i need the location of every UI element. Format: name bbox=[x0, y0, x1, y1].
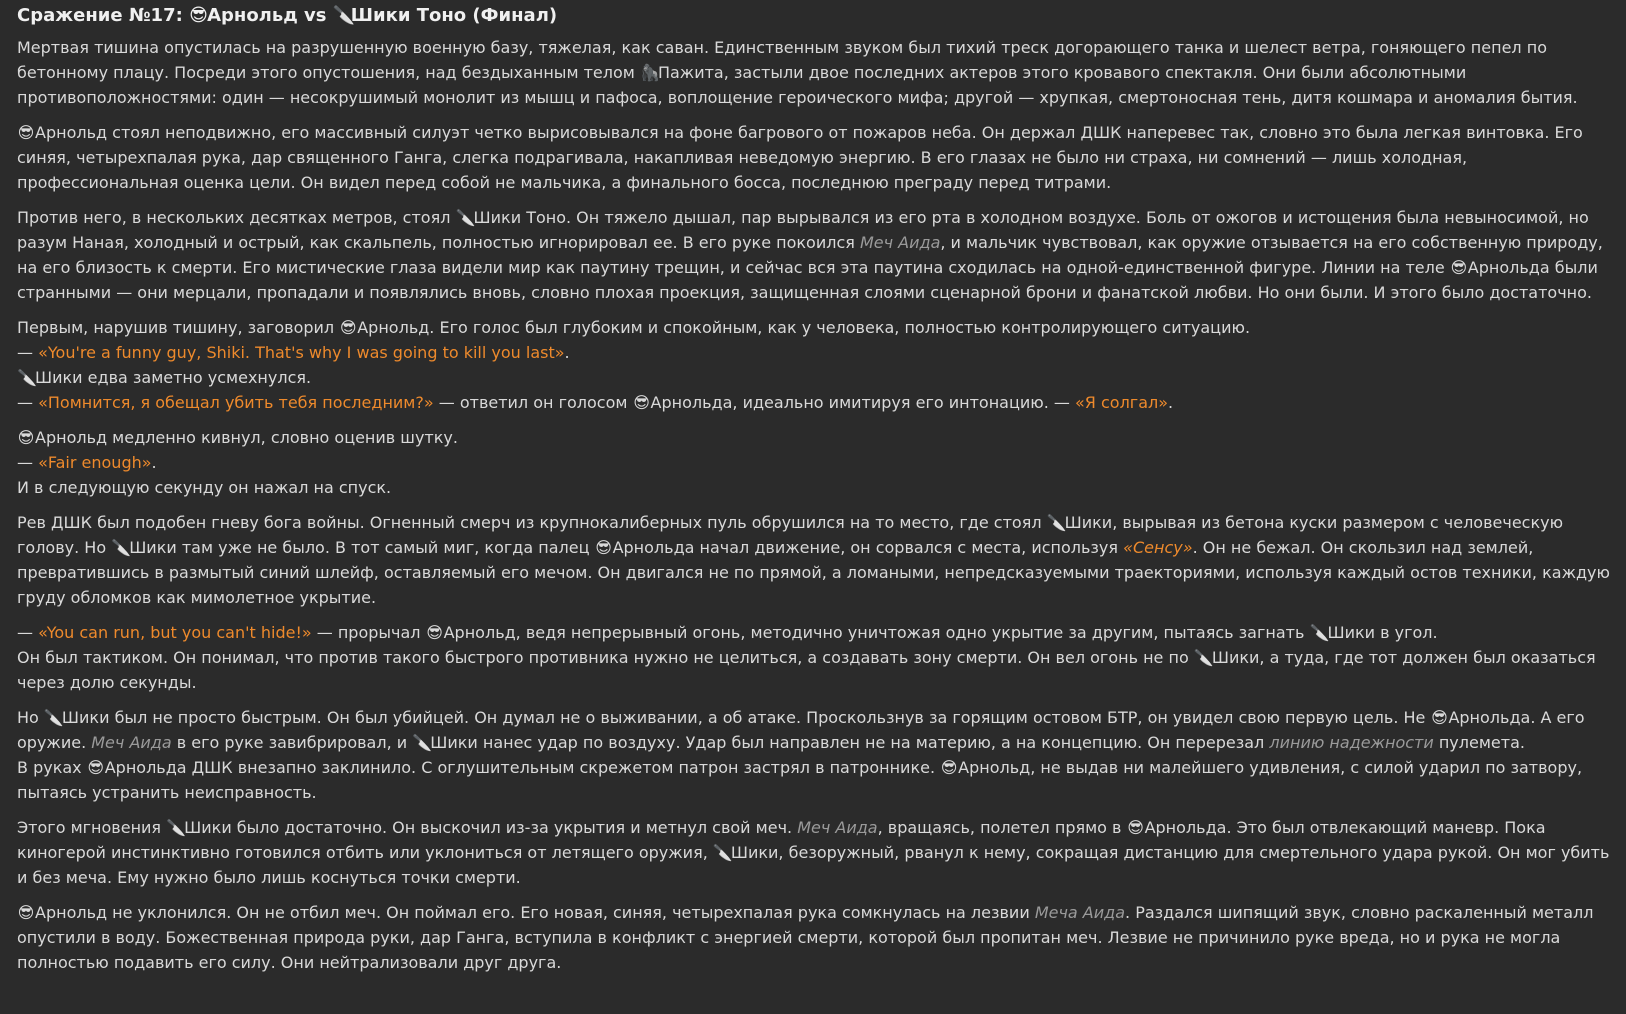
dash: — bbox=[17, 393, 39, 412]
knife-icon: 🔪 bbox=[166, 818, 187, 837]
paragraph-3 bbox=[17, 205, 1612, 305]
knife-icon: 🔪 bbox=[412, 733, 433, 752]
knife-icon: 🔪 bbox=[1193, 648, 1214, 667]
text: И в следующую секунду он нажал на спуск. bbox=[17, 478, 392, 497]
text: . Раздался шипящий звук, словно раскаленный металл опустили в воду. Божественная природа руки, дар Ганга, вступила в конфликт с энергией смерти, которой был пропитан меч. Лезвие не причинило руке вреда, но и рука не могла полностью подавить его силу. Они нейтрализовали друг друга. bbox=[17, 903, 1594, 972]
text: . Он не бежал. Он скользил над землей, превратившись в размытый синий шлейф, оставляемый его мечом. Он двигался не по прямой, а ломаными, непредсказуемыми траекториями, используя каждый остов техники, каждую груду обломков как мимолетное укрытие. bbox=[17, 538, 1610, 607]
text: 😎Арнольд стоял неподвижно, его массивный силуэт четко вырисовывался на фоне багрового от пожаров неба. Он держал ДШК наперевес так, словно это была легкая винтовка. Его синяя, четырехпалая рука, дар священного Ганга, слегка подрагивала, накапливая неведомую энергию. В его глазах не было ни страха, ни сомнений — лишь холодная, профессиональная оценка цели. Он видел перед собой не мальчика, а финального босса, последнюю преграду перед титрами. bbox=[17, 123, 1583, 192]
sunglasses-face-icon: 😎 bbox=[1127, 818, 1144, 837]
paragraph-2 bbox=[17, 120, 1612, 195]
paragraph-6 bbox=[17, 510, 1612, 610]
quote: «Я солгал» bbox=[1074, 393, 1169, 412]
text: , и мальчик чувствовал, как оружие отзывается на его собственную природу, на его близость к смерти. Его мистические глаза видели мир как паутину трещин, и сейчас вся эта паутина сходилась на одной-единственной фигуре. Линии на теле 😎Арнольда были странными — они мерцали, пропадали и появлялись вновь, словно плохая проекция, защищенная слоями сценарной брони и фанатской любви. Но они были. И этого было достаточно. bbox=[17, 233, 1603, 302]
sunglasses-face-icon: 😎 bbox=[17, 903, 35, 922]
sunglasses-face-icon: 😎 bbox=[940, 758, 958, 777]
quote: «Помнится, я обещал убить тебя последним?» bbox=[38, 393, 434, 412]
sunglasses-face-icon: 😎 bbox=[17, 428, 35, 447]
dash: — bbox=[17, 453, 39, 472]
sunglasses-face-icon: 😎 bbox=[17, 123, 35, 142]
page-title: Сражение №17: 😎Арнольд vs 🔪Шики Тоно (Финал) bbox=[17, 5, 558, 26]
paragraph-10 bbox=[17, 900, 1612, 975]
text: 🔪Шики едва заметно усмехнулся. bbox=[17, 368, 311, 387]
sunglasses-face-icon: 😎 bbox=[189, 5, 208, 26]
text: пулемета. bbox=[1433, 733, 1525, 752]
sunglasses-face-icon: 😎 bbox=[633, 393, 650, 412]
paragraph-5 bbox=[17, 425, 1612, 500]
sunglasses-face-icon: 😎 bbox=[595, 538, 612, 557]
paragraph-8 bbox=[17, 705, 1612, 805]
text: Против него, в нескольких десятках метров, стоял 🔪Шики Тоно. Он тяжело дышал, пар вырывался из его рта в холодном воздухе. Боль от ожогов и истощения была невыносимой, но разум Наная, холодный и острый, как скальпель, полностью игнорировал ее. В его руке покоился bbox=[17, 208, 1589, 252]
sunglasses-face-icon: 😎 bbox=[87, 758, 105, 777]
quote: «You can run, but you can't hide!» bbox=[38, 623, 312, 642]
text: В руках 😎Арнольда ДШК внезапно заклинило. С оглушительным скрежетом патрон застрял в патроннике. 😎Арнольд, не выдав ни малейшего удивления, с силой ударил по затвору, пытаясь устранить неисправность. bbox=[17, 758, 1582, 802]
text: 😎Арнольд медленно кивнул, словно оценив шутку. bbox=[17, 428, 458, 447]
text: Рев ДШК был подобен гневу бога войны. Огненный смерч из крупнокалиберных пуль обрушился на то место, где стоял 🔪Шики, вырывая из бетона куски размером с человеческую голову. Но 🔪Шики там уже не было. В тот самый миг, когда палец 😎Арнольда начал движение, он сорвался с места, используя bbox=[17, 513, 1563, 557]
sunglasses-face-icon: 😎 bbox=[1431, 708, 1448, 727]
text: Первым, нарушив тишину, заговорил 😎Арнольд. Его голос был глубоким и спокойным, как у человека, полностью контролирующего ситуацию. bbox=[17, 318, 1250, 337]
quote: «Fair enough» bbox=[38, 453, 152, 472]
text: , вращаясь, полетел прямо в 😎Арнольда. Это был отвлекающий маневр. Пока киногерой инстинктивно готовился отбить или уклониться от летящего оружия, 🔪Шики, безоружный, рванул к нему, сокращая дистанцию для смертельного удара рукой. Он мог убить и без меча. Ему нужно было лишь коснуться точки смерти. bbox=[17, 818, 1609, 887]
text: . bbox=[1168, 393, 1174, 412]
text: . bbox=[564, 343, 570, 362]
italic-term: линию надежности bbox=[1269, 733, 1434, 752]
text: — ответил он голосом 😎Арнольда, идеально имитируя его интонацию. — bbox=[434, 393, 1075, 412]
knife-icon: 🔪 bbox=[43, 708, 64, 727]
text: в его руке завибрировал, и 🔪Шики нанес удар по воздуху. Удар был направлен не на материю, а на концепцию. Он перерезал bbox=[172, 733, 1270, 752]
knife-icon: 🔪 bbox=[111, 538, 132, 557]
dash: — bbox=[17, 623, 39, 642]
sunglasses-face-icon: 😎 bbox=[426, 623, 443, 642]
dash: — bbox=[17, 343, 39, 362]
text: Но 🔪Шики был не просто быстрым. Он был убийцей. Он думал не о выживании, а об атаке. Проскользнув за горящим остовом БТР, он увидел свою первую цель. Не 😎Арнольда. А его оружие. bbox=[17, 708, 1585, 752]
knife-icon: 🔪 bbox=[1046, 513, 1067, 532]
paragraph-1 bbox=[17, 35, 1612, 110]
italic-term: Меч Аида bbox=[91, 733, 172, 752]
italic-term: Меча Аида bbox=[1034, 903, 1126, 922]
text: Этого мгновения 🔪Шики было достаточно. Он выскочил из-за укрытия и метнул свой меч. bbox=[17, 818, 797, 837]
quote: «You're a funny guy, Shiki. That's why I was going to kill you last» bbox=[38, 343, 565, 362]
sunglasses-face-icon: 😎 bbox=[1450, 258, 1468, 277]
italic-term: Меч Аида bbox=[859, 233, 941, 252]
knife-icon: 🔪 bbox=[455, 208, 476, 227]
paragraph-9 bbox=[17, 815, 1612, 890]
text: Он был тактиком. Он понимал, что против такого быстрого противника нужно не целиться, а создавать зону смерти. Он вел огонь не по 🔪Шики, а туда, где тот должен был оказаться через долю секунды. bbox=[17, 648, 1596, 692]
sunglasses-face-icon: 😎 bbox=[339, 318, 357, 337]
quote-italic: «Сенсу» bbox=[1123, 538, 1193, 557]
article bbox=[17, 0, 1612, 1014]
knife-icon: 🔪 bbox=[712, 843, 733, 862]
italic-term: Меч Аида bbox=[797, 818, 878, 837]
text: — прорычал 😎Арнольд, ведя непрерывный огонь, методично уничтожая одно укрытие за другим, пытаясь загнать 🔪Шики в угол. bbox=[312, 623, 1438, 642]
paragraph-7 bbox=[17, 620, 1612, 695]
knife-icon: 🔪 bbox=[332, 5, 356, 26]
text: 😎Арнольд не уклонился. Он не отбил меч. Он поймал его. Его новая, синяя, четырехпалая рука сомкнулась на лезвии bbox=[17, 903, 1035, 922]
knife-icon: 🔪 bbox=[17, 368, 37, 387]
knife-icon: 🔪 bbox=[1309, 623, 1330, 642]
text: Мертвая тишина опустилась на разрушенную военную базу, тяжелая, как саван. Единственным звуком был тихий треск догорающего танка и шелест ветра, гоняющего пепел по бетонному плацу. Посреди этого опустошения, над бездыханным телом 🦍Пажита, застыли двое последних актеров этого кровавого спектакля. Они были абсолютными противоположностями: один — несокрушимый монолит из мышц и пафоса, воплощение героического мифа; другой — хрупкая, смертоносная тень, дитя кошмара и аномалия бытия. bbox=[17, 38, 1578, 107]
ape-face-icon: 🦍 bbox=[639, 63, 660, 82]
text: . bbox=[151, 453, 157, 472]
paragraph-4 bbox=[17, 315, 1612, 415]
